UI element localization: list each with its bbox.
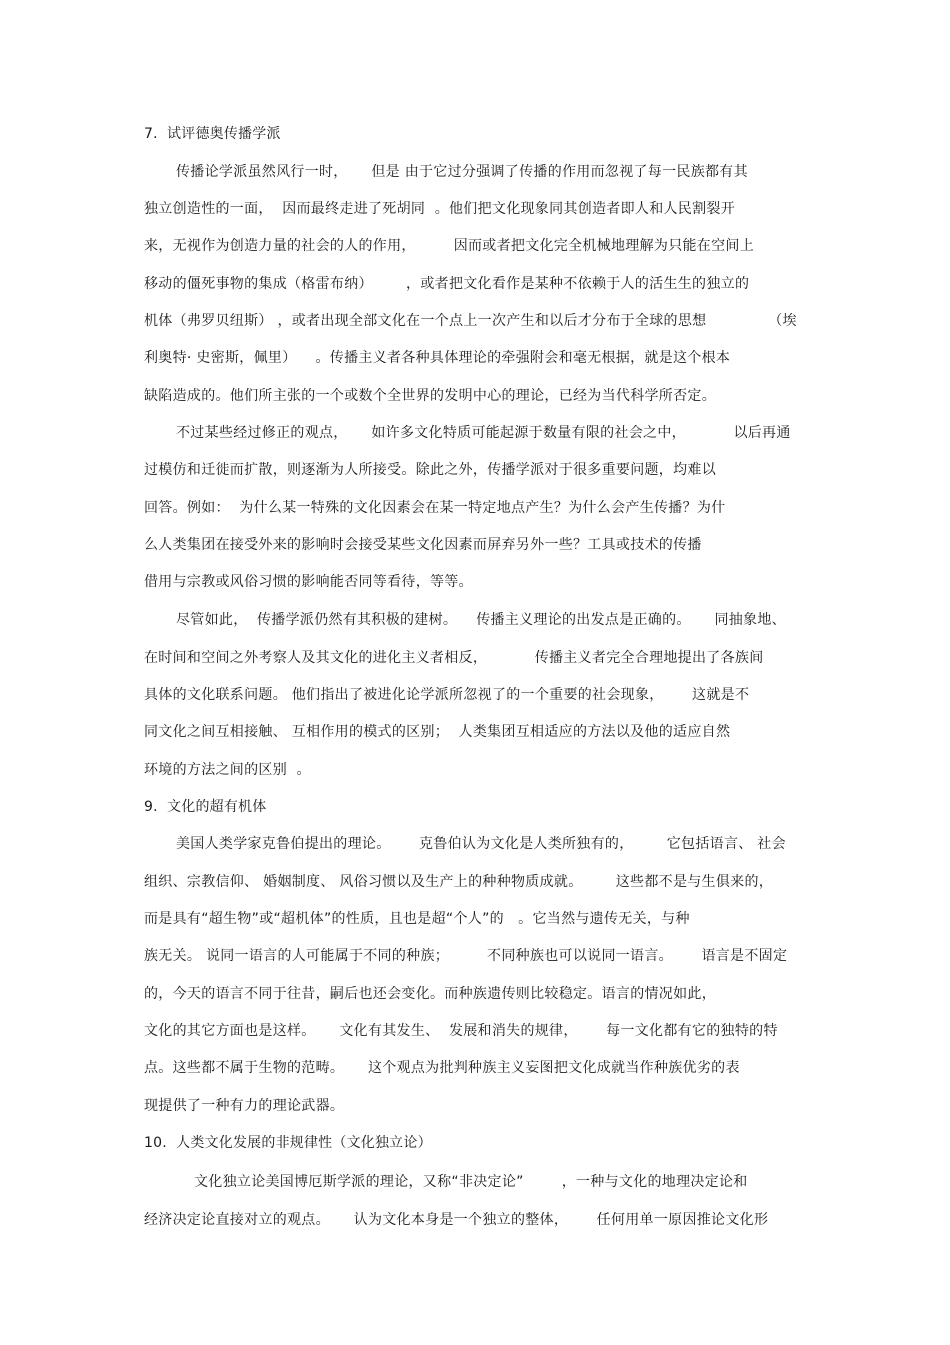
text-line: 在时间和空间之外考察人及其文化的进化主义者相反， 传播主义者完全合理地提出了各族间 (144, 650, 764, 666)
text-line: 么人类集团在接受外来的影响时会接受某些文化因素而屏弃另外一些？工具或技术的传播 (144, 537, 702, 553)
text-line: 利奥特· 史密斯，佩里） 。传播主义者各种具体理论的牵强附会和毫无根据，就是这个根本 (144, 350, 731, 366)
text-line: 尽管如此， 传播学派仍然有其积极的建树。 传播主义理论的出发点是正确的。 同抽象地、 (176, 612, 786, 628)
text-line: 具体的文化联系问题。 他们指出了被进化论学派所忽视了的一个重要的社会现象， 这就是不 (144, 687, 750, 703)
text-line: 回答。例如： 为什么某一特殊的文化因素会在某一特定地点产生？为什么会产生传播？为什 (144, 500, 726, 516)
text-line: 传播论学派虽然风行一时， 但是 由于它过分强调了传播的作用而忽视了每一民族都有其 (176, 164, 748, 180)
text-line: 族无关。 说同一语言的人可能属于不同的种族； 不同种族也可以说同一语言。 语言是不固定 (144, 948, 788, 964)
text-line: 独立创造性的一面， 因而最终走进了死胡同 。他们把文化现象同其创造者即人和人民割裂开 (144, 201, 735, 217)
section-heading: 10. 人类文化发展的非规律性（文化独立论） (144, 1135, 432, 1151)
text-line: 同文化之间互相接触、 互相作用的模式的区别； 人类集团互相适应的方法以及他的适应自然 (144, 724, 731, 740)
text-line: 经济决定论直接对立的观点。 认为文化本身是一个独立的整体， 任何用单一原因推论文化形 (144, 1212, 769, 1228)
text-line: 不过某些经过修正的观点， 如许多文化特质可能起源于数量有限的社会之中， 以后再通 (176, 425, 791, 441)
text-line: 过模仿和迁徙而扩散，则逐渐为人所接受。除此之外，传播学派对于很多重要问题，均难以 (144, 462, 716, 478)
text-line: 美国人类学家克鲁伯提出的理论。 克鲁伯认为文化是人类所独有的， 它包括语言、 社会 (176, 836, 786, 852)
text-line: 移动的僵死事物的集成（格雷布纳） ，或者把文化看作是某种不依赖于人的活生生的独立的 (144, 276, 750, 292)
text-line: 组织、宗教信仰、 婚姻制度、 风俗习惯以及生产上的种种物质成就。 这些都不是与生俱来的， (144, 874, 774, 890)
text-line: 现提供了一种有力的理论武器。 (144, 1098, 345, 1114)
text-line: 环境的方法之间的区别 。 (144, 762, 311, 778)
text-line: 的，今天的语言不同于往昔，嗣后也还会变化。而种族遗传则比较稳定。语言的情况如此， (144, 986, 716, 1002)
section-heading: 9. 文化的超有机体 (144, 799, 267, 815)
text-line: 缺陷造成的。他们所主张的一个或数个全世界的发明中心的理论，已经为当代科学所否定。 (144, 388, 716, 404)
text-line: 点。这些都不属于生物的范畴。 这个观点为批判种族主义妄图把文化成就当作种族优劣的表 (144, 1060, 740, 1076)
text-line: 而是具有“超生物”或“超机体”的性质，且也是超“个人”的 。它当然与遗传无关，与种 (144, 911, 690, 927)
text-line: 机体（弗罗贝纽斯） ，或者出现全部文化在一个点上一次产生和以后才分布于全球的思想 （埃 (144, 313, 797, 329)
text-line: 文化的其它方面也是这样。 文化有其发生、 发展和消失的规律， 每一文化都有它的独特的特 (144, 1023, 778, 1039)
section-heading: 7. 试评德奥传播学派 (144, 126, 281, 142)
text-line: 文化独立论美国博厄斯学派的理论，又称“非决定论” ，一种与文化的地理决定论和 (194, 1174, 748, 1190)
text-line: 来，无视作为创造力量的社会的人的作用， 因而或者把文化完全机械地理解为只能在空间上 (144, 238, 754, 254)
text-line: 借用与宗教或风俗习惯的影响能否同等看待，等等。 (144, 574, 473, 590)
